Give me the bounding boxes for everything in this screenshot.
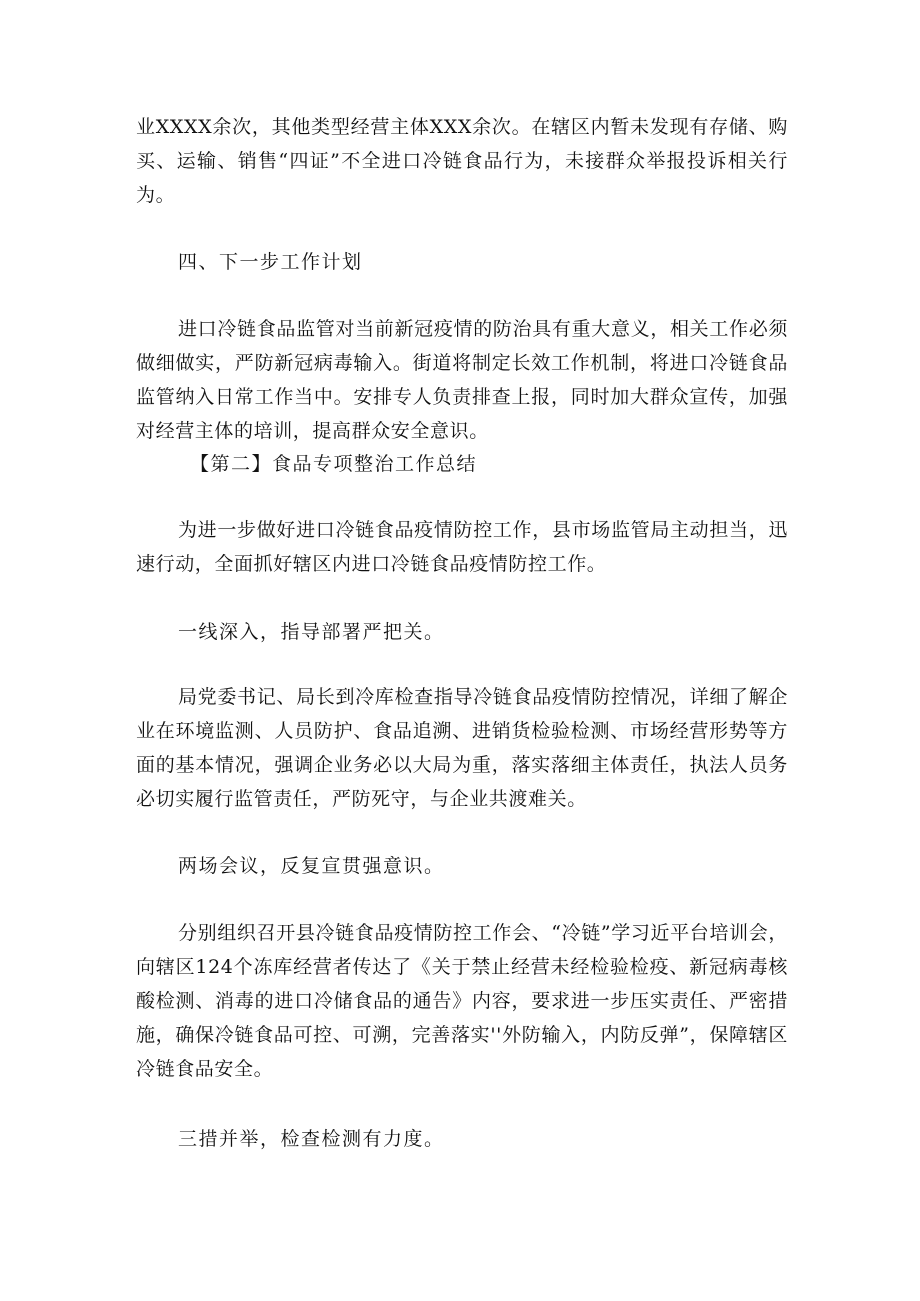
subheading-frontline: 一线深入，指导部署严把关。 [178, 621, 445, 643]
paragraph-work-plan: 进口冷链食品监管对当前新冠疫情的防治具有重大意义，相关工作必须做细做实，严防新冠病毒输入。街道将制定长效工作机制，将进口冷链食品监管纳入日常工作当中。安排专人负责排查上报，同时加大群众宣传，加强对经营主体的培训，提高群众安全意识。 [136, 318, 788, 442]
subheading-measures: 三措并举，检查检测有力度。 [178, 1128, 445, 1150]
paragraph-meetings-detail: 分别组织召开县冷链食品疫情防控工作会、“冷链”学习近平台培训会，向辖区124个冻库经营者传达了《关于禁止经营未经检验检疫、新冠病毒核酸检测、消毒的进口冷储食品的通告》内容，要求进一步压实责任、严密措施，确保冷链食品可控、可溯，完善落实''外防输入，内防反弹”，保障辖区冷链食品安全。 [136, 922, 788, 1080]
paragraph-continuation: 业XXXX余次，其他类型经营主体XXX余次。在辖区内暂未发现有存储、购买、运输、销售“四证”不全进口冷链食品行为，未接群众举报投诉相关行为。 [136, 116, 788, 206]
paragraph-intro: 为进一步做好进口冷链食品疫情防控工作，县市场监管局主动担当，迅速行动，全面抓好辖区内进口冷链食品疫情防控工作。 [136, 519, 788, 575]
section-heading-part-two: 【第二】食品专项整治工作总结 [190, 453, 478, 475]
subheading-meetings: 两场会议，反复宣贯强意识。 [178, 855, 445, 877]
section-heading-next-steps: 四、下一步工作计划 [178, 251, 363, 273]
paragraph-frontline-detail: 局党委书记、局长到冷库检查指导冷链食品疫情防控情况，详细了解企业在环境监测、人员防护、食品追溯、进销货检验检测、市场经营形势等方面的基本情况，强调企业务必以大局为重，落实落细主体责任，执法人员务必切实履行监管责任，严防死守，与企业共渡难关。 [136, 686, 788, 810]
